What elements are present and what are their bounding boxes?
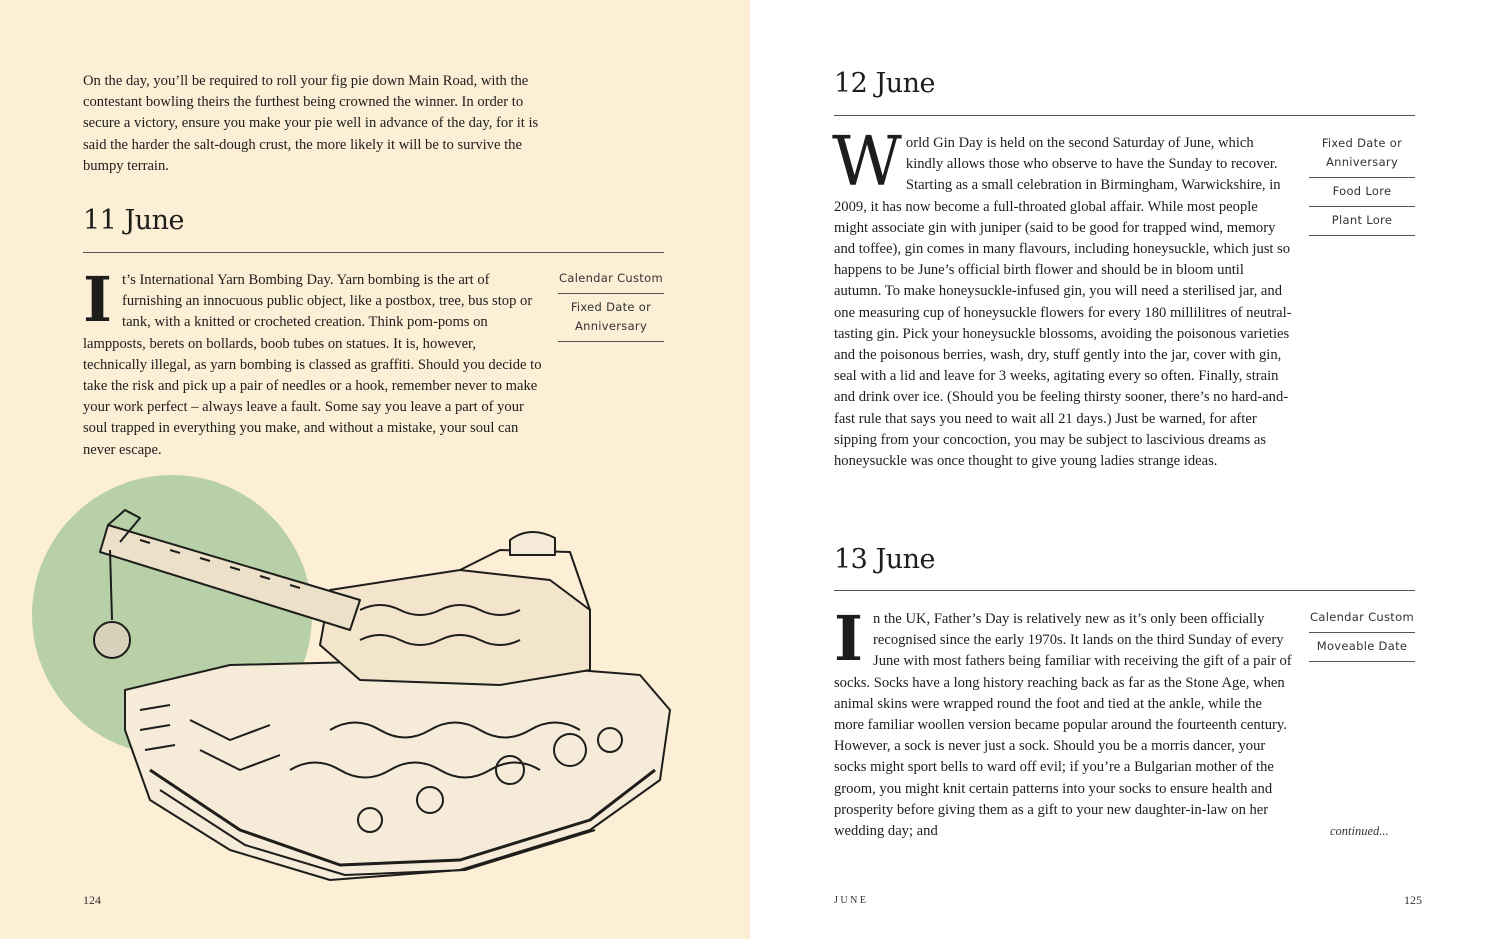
tag-calendar-custom: Calendar Custom bbox=[1309, 604, 1415, 633]
page-number-left: 124 bbox=[83, 893, 101, 907]
entry-body-13-june bbox=[834, 602, 1294, 842]
drop-cap: I bbox=[834, 602, 864, 675]
heading-rule bbox=[83, 252, 664, 253]
tag-fixed-date: Fixed Date or Anniversary bbox=[558, 294, 664, 342]
entry-text: orld Gin Day is held on the second Saturday of June, which kindly allows those who observe to have the Sunday to recover. Starting as a small celebration in Birmingham, Warwickshire, in 2009, it has now become a full-throated global affair. While most people might associate gin with juniper (said to be good for trapped wind, memory and toffee), gin comes in many flavours, including honeysuckle, which just so happens to be June’s official birth flower and should be in bloom until autumn. To make honeysuckle-infused gin, you will need a sterilised jar, and one measuring cup of honeysuckle flowers for every 180 millilitres of neutral-tasting gin. Pick your honeysuckle blossoms, avoiding the poisonous varieties and the poisonous berries, wash, dry, stuff gently into the jar, cover with gin, seal with a lid and leave for 3 weeks, agitating every so often. Finally, strain and drink over ice. (Should you be feeling thirsty sooner, there’s no hard-and-fast rule that says you need to wait all 21 days.) Just be warned, for after sipping from your concoction, you may be subject to lascivious dreams as honeysuckle was once thought to give young ladies strange ideas. bbox=[834, 135, 1292, 470]
intro-paragraph: On the day, you’ll be required to roll your fig pie down Main Road, with the contestant bowling theirs the furthest being crowned the winner. In order to secure a victory, ensure you make your pie well in advance of the day, for it is said the harder the salt-dough crust, the more likely it will be to survive the bumpy terrain. bbox=[83, 73, 539, 174]
running-head: JUNE bbox=[834, 895, 869, 906]
drop-cap: I bbox=[83, 263, 113, 336]
heading-rule bbox=[834, 115, 1415, 116]
page-number-right: 125 bbox=[1404, 893, 1422, 907]
entry-tags-11-june bbox=[558, 265, 664, 342]
yarn-bombed-tank-illustration bbox=[30, 470, 690, 900]
right-page bbox=[750, 0, 1500, 939]
heading-rule bbox=[834, 590, 1415, 591]
entry-tags-13-june bbox=[1309, 604, 1415, 662]
entry-text: n the UK, Father’s Day is relatively new as it’s only been officially recognised since the early 1970s. It lands on the third Sunday of every June with most fathers being familiar with receiving the gift of a pair of socks. Socks have a long history reaching back as far as the Stone Age, when animal skins were wrapped round the foot and tied at the ankle, while the more familiar woollen version became popular around the fourteenth century. However, a sock is never just a sock. Should you be a morris dancer, your socks might sport bells to ward off evil; if you’re a Bulgarian mother of the groom, you might knit certain patterns into your socks to ensure health and prosperity before giving them as a gift to your new daughter-in-law on her wedding day; and bbox=[834, 611, 1292, 840]
tag-moveable-date: Moveable Date bbox=[1309, 633, 1415, 662]
continued-note: continued... bbox=[1330, 824, 1389, 838]
entry-heading-12-june: 12 June bbox=[834, 68, 936, 99]
tag-calendar-custom: Calendar Custom bbox=[558, 265, 664, 294]
tag-food-lore: Food Lore bbox=[1309, 178, 1415, 207]
entry-body-12-june bbox=[832, 123, 1294, 472]
tag-plant-lore: Plant Lore bbox=[1309, 207, 1415, 236]
pom-pom bbox=[94, 622, 130, 658]
entry-heading-11-june: 11 June bbox=[83, 205, 185, 236]
tag-fixed-date: Fixed Date or Anniversary bbox=[1309, 130, 1415, 178]
entry-tags-12-june bbox=[1309, 130, 1415, 236]
entry-body-11-june bbox=[83, 263, 543, 461]
entry-heading-13-june: 13 June bbox=[834, 544, 936, 575]
drop-cap: W bbox=[832, 123, 902, 202]
entry-text: t’s International Yarn Bombing Day. Yarn bombing is the art of furnishing an innocuous public object, like a postbox, tree, bus stop or tank, with a knitted or crocheted creation. Think pom-poms on lampposts, berets on bollards, boob tubes on statues. It is, however, technically illegal, as yarn bombing is classed as graffiti. Should you decide to take the risk and pick up a pair of needles or a hook, remember never to make your work perfect – always leave a fault. Some say you leave a part of your soul trapped in everything you make, and without a mistake, your soul can never escape. bbox=[83, 272, 542, 458]
